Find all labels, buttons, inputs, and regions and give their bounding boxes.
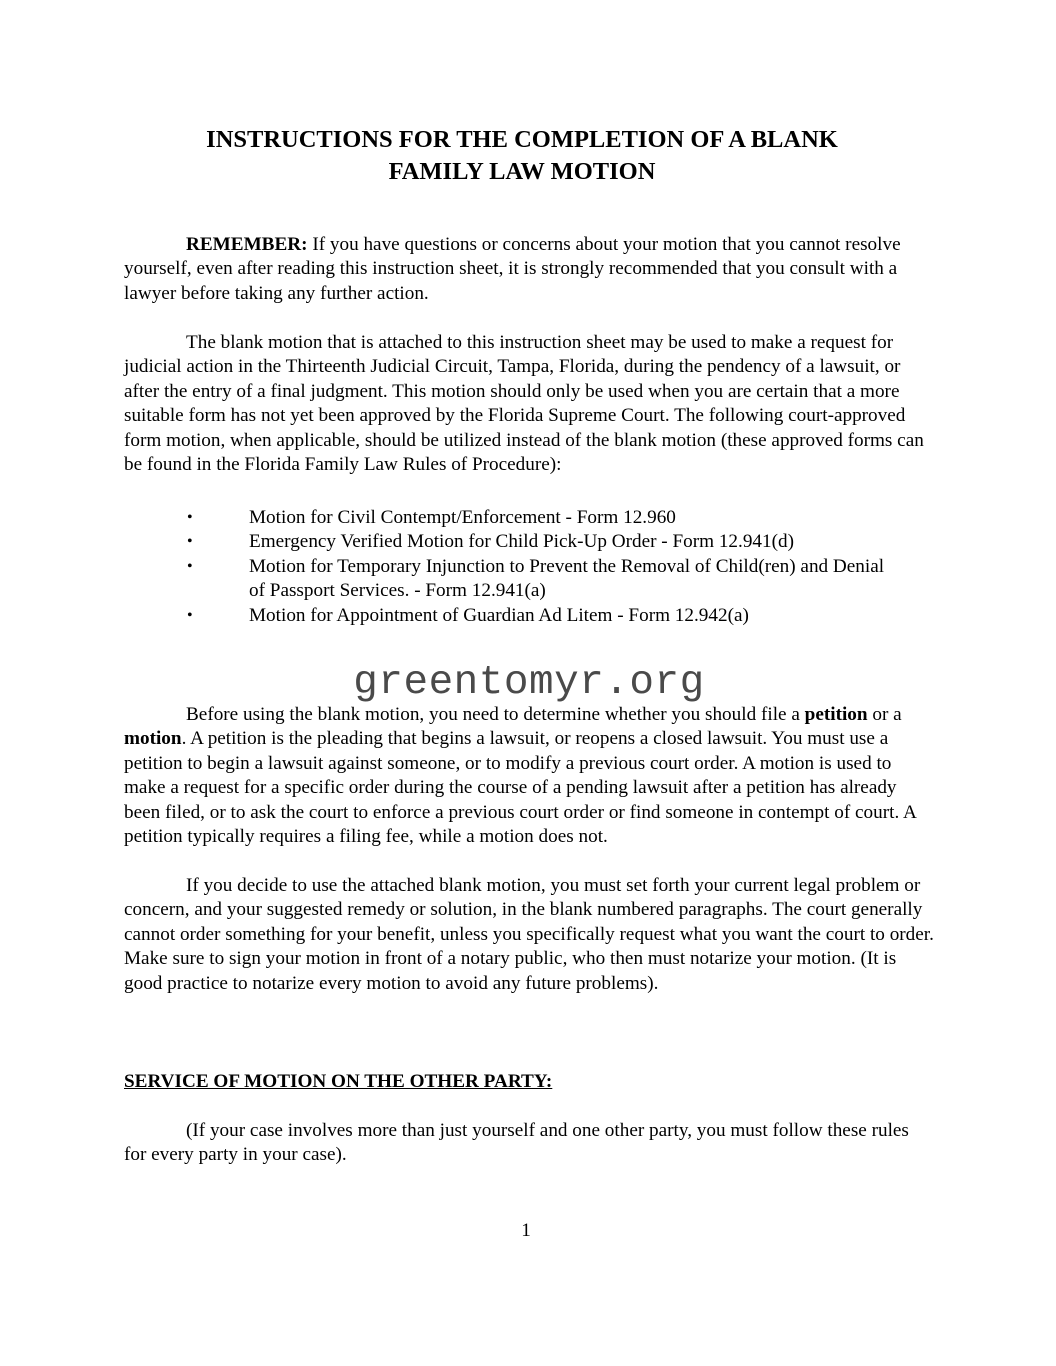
intro-paragraph: The blank motion that is attached to this instruction sheet may be used to make a request for judicial action in the Thirteenth Judicial Circuit, Tampa, Florida, during the pendency of a lawsuit, or after the entry of a final judgment. This motion should only be used when you are certain that a more suitable form has not yet been approved by the Florida Supreme Court. The following court-approved form motion, when applicable, should be utilized instead of the blank motion (these approved forms can be found in the Florida Family Law Rules of Procedure): [124, 332, 924, 476]
document-title [0, 124, 1044, 188]
petition-term: petition [804, 704, 868, 725]
petition-paragraph [124, 703, 934, 849]
list-item [186, 506, 886, 530]
approved-forms-list [186, 506, 886, 628]
form-label: Motion for Civil Contempt/Enforcement - Form 12.960 [249, 507, 676, 528]
form-label: Emergency Verified Motion for Child Pick-Up Order - Form 12.941(d) [249, 531, 794, 553]
list-item [186, 530, 886, 554]
remember-label: REMEMBER: [186, 234, 308, 255]
bullet-icon: • [187, 606, 193, 624]
list-item [186, 555, 886, 604]
watermark-text: greentomyr.org [353, 660, 705, 706]
petition-text-3: . A petition is the pleading that begins a lawsuit, or reopens a closed lawsuit. You must use a petition to begin a lawsuit against someone, or to modify a previous court order. A motion is used to make a request for a specific order during the course of a pending lawsuit after a petition has already been filed, or to ask the court to enforce a previous court order or find someone in contempt of court. A petition typically requires a filing fee, while a motion does not. [124, 728, 916, 848]
service-paragraph: (If your case involves more than just yourself and one other party, you must follow these rules for every party in your case). [124, 1120, 909, 1166]
usage-paragraph: If you decide to use the attached blank motion, you must set forth your current legal problem or concern, and your suggested remedy or solution, in the blank numbered paragraphs. The court generally cannot order something for your benefit, unless you specifically request what you want the court to order. Make sure to sign your motion in front of a notary public, who then must notarize your motion. (It is good practice to notarize every motion to avoid any future problems). [124, 875, 934, 994]
page-number: 1 [521, 1220, 531, 1241]
form-label: Motion for Appointment of Guardian Ad Litem - Form 12.942(a) [249, 604, 749, 626]
form-label: Motion for Temporary Injunction to Prevent the Removal of Child(ren) and Denial of Passport Services. - Form 12.941(a) [249, 555, 885, 602]
petition-text-1: Before using the blank motion, you need to determine whether you should file a [186, 704, 805, 725]
title-line-1: INSTRUCTIONS FOR THE COMPLETION OF A BLANK [206, 126, 838, 153]
service-heading: SERVICE OF MOTION ON THE OTHER PARTY: [124, 1071, 553, 1092]
bullet-icon: • [187, 533, 193, 551]
motion-term: motion [124, 728, 182, 750]
list-item [186, 604, 886, 628]
bullet-icon: • [187, 509, 193, 526]
petition-text-2: or a [867, 704, 902, 725]
title-line-2: FAMILY LAW MOTION [388, 158, 656, 185]
remember-paragraph [124, 233, 934, 306]
remember-text: If you have questions or concerns about your motion that you cannot resolve yourself, even after reading this instruction sheet, it is strongly recommended that you consult with a lawyer before taking any further action. [124, 234, 901, 304]
bullet-icon: • [187, 557, 193, 575]
